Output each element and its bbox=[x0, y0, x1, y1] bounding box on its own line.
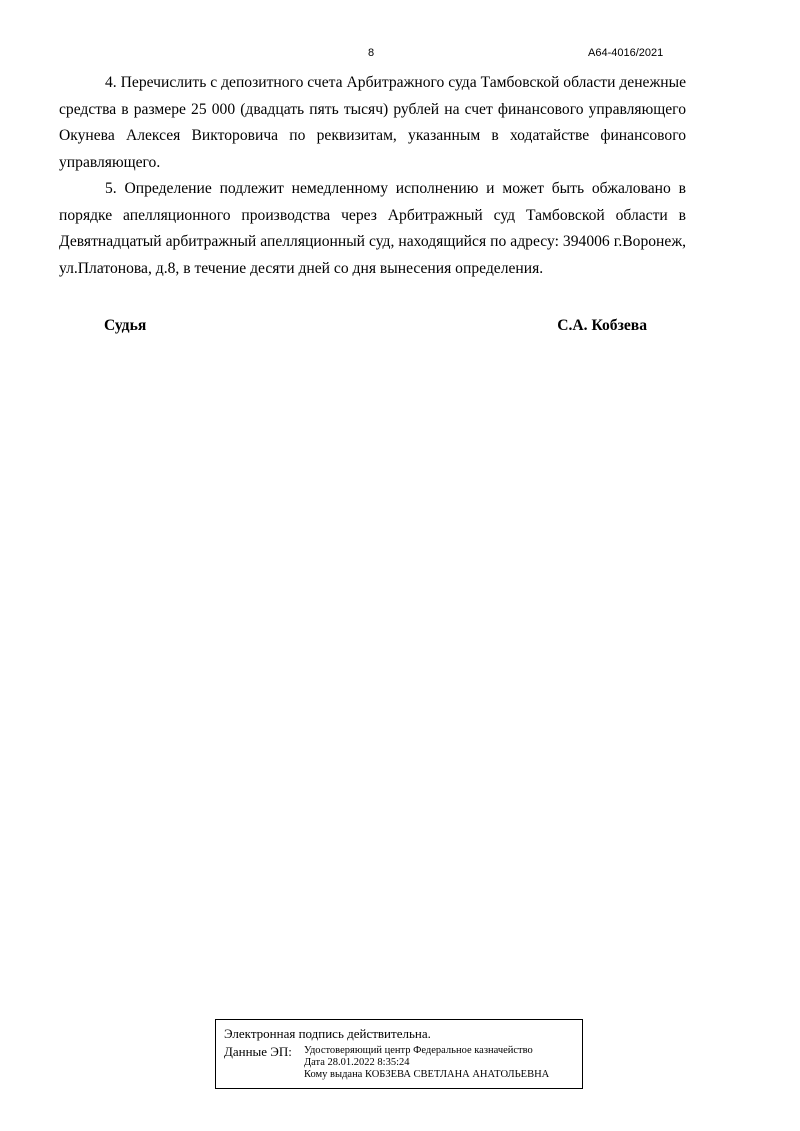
ep-valid-text: Электронная подпись действительна. bbox=[224, 1026, 431, 1041]
ep-data-row bbox=[224, 1045, 574, 1081]
paragraph-item-5: 5. Определение подлежит немедленному исполнению и может быть обжаловано в порядке апелляционного производства через Арбитражный суд Тамбовской области в Девятнадцатый арбитражный апелляционный суд, находящийся по адресу: 394006 г.Воронеж, ул.Платонова, д.8, в течение десяти дней со дня вынесения определения. bbox=[59, 180, 686, 277]
case-number: А64-4016/2021 bbox=[588, 47, 664, 59]
ep-certificate-center: Удостоверяющий центр Федеральное казначейство bbox=[304, 1045, 533, 1056]
ep-data-label: Данные ЭП: bbox=[224, 1044, 292, 1059]
document-body bbox=[59, 70, 686, 282]
signature-role: Судья bbox=[104, 317, 147, 334]
signature-name: С.А. Кобзева bbox=[557, 317, 647, 334]
electronic-signature-stamp bbox=[215, 1019, 583, 1089]
paragraph-item-4: 4. Перечислить с депозитного счета Арбитражного суда Тамбовской области денежные средства в размере 25 000 (двадцать пять тысяч) рублей на счет финансового управляющего Окунева Алексея Викторовича по реквизитам, указанным в ходатайстве финансового управляющего. bbox=[59, 74, 686, 171]
ep-date: Дата 28.01.2022 8:35:24 bbox=[304, 1057, 410, 1068]
ep-details bbox=[304, 1045, 549, 1081]
ep-issued-to: Кому выдана КОБЗЕВА СВЕТЛАНА АНАТОЛЬЕВНА bbox=[304, 1069, 550, 1080]
page-number: 8 bbox=[368, 47, 375, 59]
signature-block bbox=[104, 317, 647, 335]
